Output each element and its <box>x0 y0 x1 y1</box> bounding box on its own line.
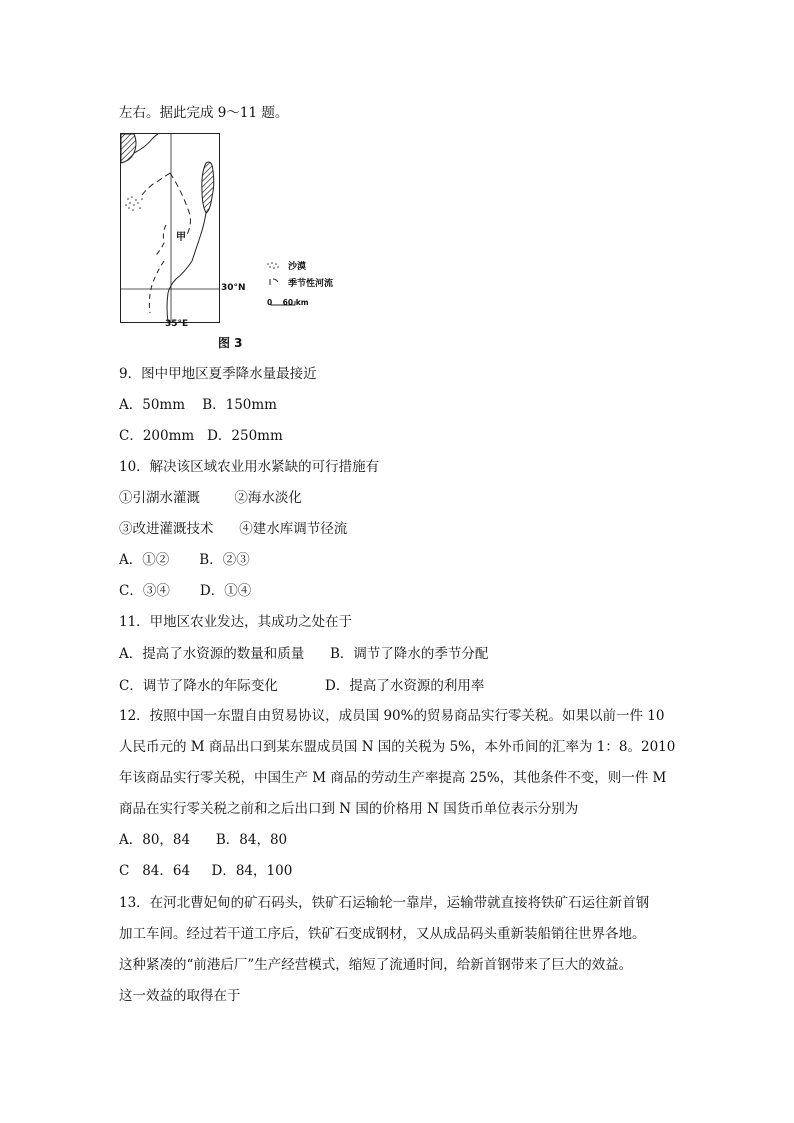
q13-line-4: 这一效益的取得在于 <box>119 988 241 1004</box>
legend-river-symbol <box>270 279 278 285</box>
q12-line-4: 商品在实行零关税之前和之后出口到 N 国的价格用 N 国货币单位表示分别为 <box>119 801 579 817</box>
q10-items-34: ③改进灌溉技术 ④建水库调节径流 <box>119 521 348 537</box>
q9-options-ab: A．50mm B．150mm <box>119 397 277 413</box>
lon-label: 35°E <box>165 319 189 329</box>
q12-line-1: 12．按照中国一东盟自由贸易协议，成员国 90%的贸易商品实行零关税。如果以前一件 10 <box>119 708 665 724</box>
intro-text: 左右。据此完成 9～11 题。 <box>119 105 289 121</box>
lat-label: 30°N <box>221 283 246 293</box>
q11-options-ab: A．提高了水资源的数量和质量 B．调节了降水的季节分配 <box>119 646 489 662</box>
figure-map <box>120 133 420 358</box>
q13-line-2: 加工车间。经过若干道工序后，铁矿石变成钢材，又从成品码头重新装船销往世界各地。 <box>119 926 646 942</box>
legend-scale-label: 0 60 km <box>267 298 309 307</box>
q12-options-ab: A．80，84 B．84，80 <box>119 832 288 848</box>
q9-stem: 9．图中甲地区夏季降水量最接近 <box>119 366 317 382</box>
q13-line-3: 这种紧凑的“前港后厂”生产经营模式，缩短了流通时间，给新首钢带来了巨大的效益。 <box>119 957 633 973</box>
q10-options-cd: C．③④ D．①④ <box>119 583 252 599</box>
q11-options-cd: C．调节了降水的年际变化 D．提高了水资源的利用率 <box>119 678 485 694</box>
place-label-jia: 甲 <box>176 232 186 243</box>
q10-stem: 10．解决该区域农业用水紧缺的可行措施有 <box>119 459 380 475</box>
figure-title: 图 3 <box>218 336 243 350</box>
desert-dots <box>125 196 143 211</box>
q12-options-cd: C 84．64 D．84，100 <box>119 863 293 879</box>
legend-desert-symbol <box>267 262 279 269</box>
q12-line-2: 人民币元的 M 商品出口到某东盟成员国 N 国的关税为 5%，本外币间的汇率为 1：8。2010 <box>119 739 676 755</box>
q13-line-1: 13．在河北曹妃甸的矿石码头，铁矿石运输轮一靠岸，运输带就直接将铁矿石运往新首钢 <box>119 895 650 911</box>
q10-items-12: ①引湖水灌溉 ②海水淡化 <box>119 490 302 506</box>
q10-options-ab: A．①② B．②③ <box>119 552 250 568</box>
q9-options-cd: C．200mm D．250mm <box>119 428 283 444</box>
q11-stem: 11．甲地区农业发达，其成功之处在于 <box>119 614 353 630</box>
legend-river-label: 季节性河流 <box>288 279 334 289</box>
q12-line-3: 年该商品实行零关税，中国生产 M 商品的劳动生产率提高 25%，其他条件不变，则一件 M <box>119 770 667 786</box>
legend-desert-label: 沙漠 <box>288 262 307 272</box>
